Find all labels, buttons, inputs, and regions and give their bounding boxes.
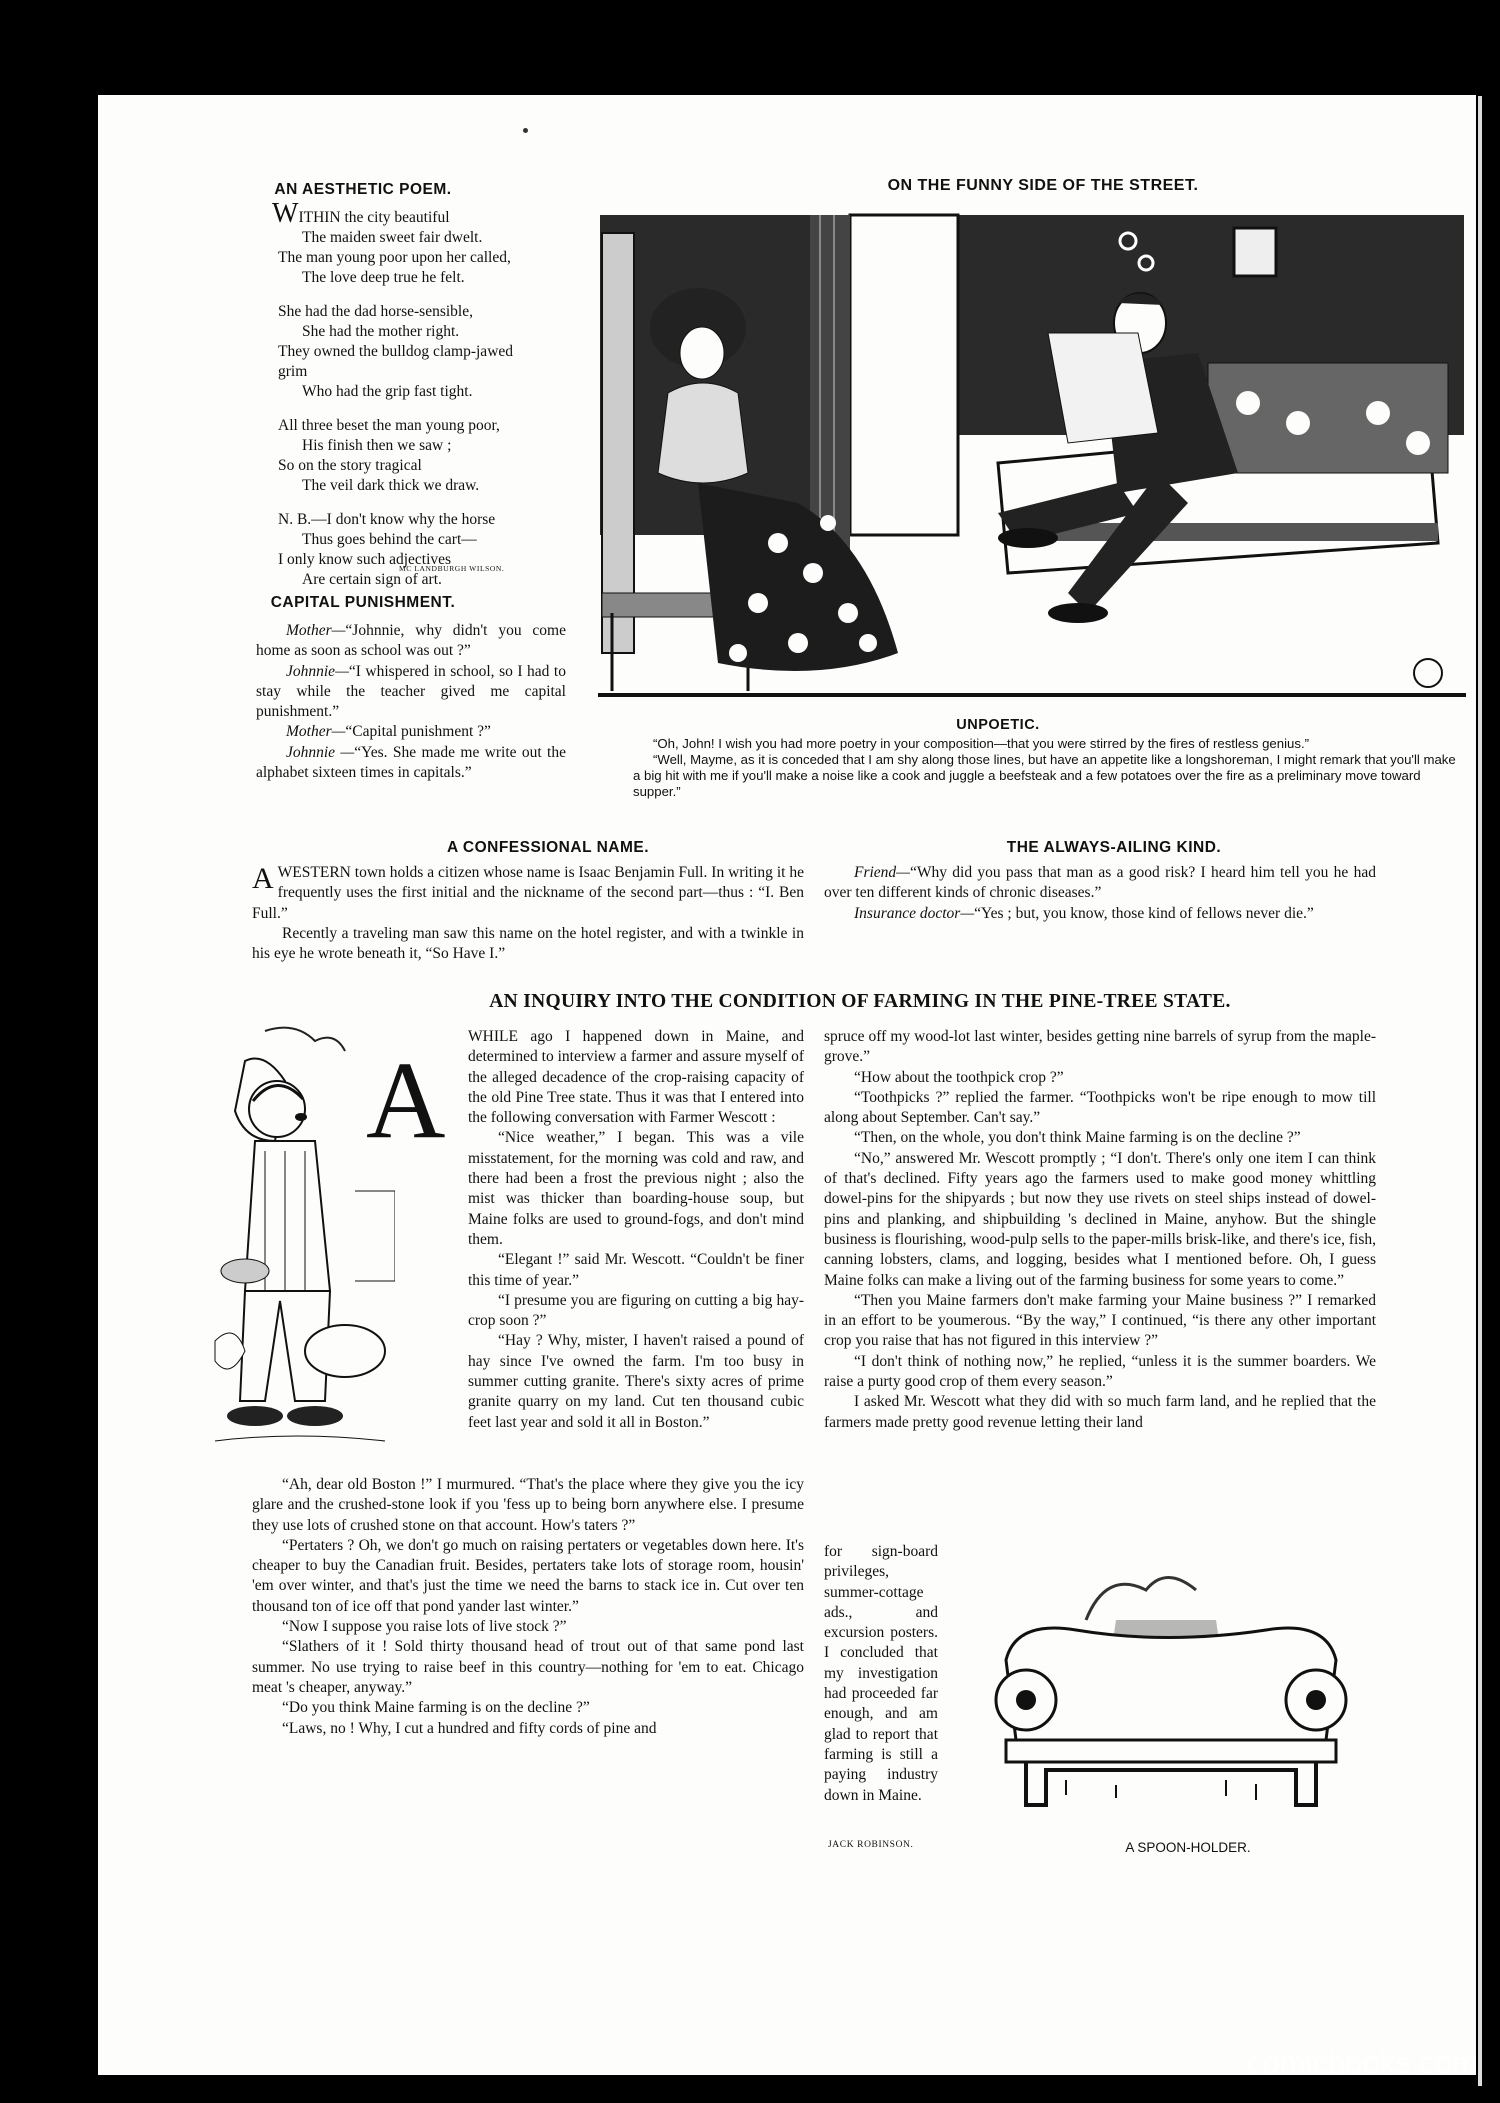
capital-paragraph: [256, 662, 566, 723]
poem-line: [278, 248, 538, 268]
watermark: comicbooks.com: [1247, 2045, 1478, 2080]
cartoon-caption: [633, 736, 1463, 800]
farming-paragraph: “Now I suppose you raise lots of live stock ?”: [282, 1618, 567, 1636]
poem-line: [278, 436, 538, 456]
aesthetic-poem: [272, 198, 538, 590]
confessional-dropcap: A: [252, 862, 274, 895]
speaker: Mother—: [286, 723, 346, 741]
speaker: Johnnie —: [286, 743, 355, 761]
speaker: Mother—: [286, 622, 346, 639]
poem-line-text: N. B.—I don't know why the horse: [278, 511, 496, 528]
farming-paragraph: spruce off my wood-lot last winter, besides getting nine barrels of syrup from the maple-grove.”: [824, 1028, 1376, 1066]
farming-paragraph: “Ah, dear old Boston !” I murmured. “That's the place where they give you the icy glare and the crushed-stone look if you 'fess up to being born anywhere else. I presume they use lots of crushed stone on that account. How's taters ?”: [252, 1476, 804, 1534]
farming-paragraph: I asked Mr. Wescott what they did with so much farm land, and he replied that the farmers made pretty good revenue letting their land: [824, 1393, 1376, 1431]
ailing-title: THE ALWAYS-AILING KIND.: [1006, 839, 1222, 856]
poem-line: [278, 228, 538, 248]
poem-line-text: The love deep true he felt.: [302, 269, 465, 286]
ailing-text: [824, 863, 1376, 924]
farming-paragraph: “Then you Maine farmers don't make farming your Maine business ?” I remarked in an effort to be youmerous. “By the way,” I continued, “is there any other important crop you raise that has not figured in this interview ?”: [824, 1291, 1376, 1350]
poem-line: [278, 510, 538, 530]
farming-col2: [824, 1027, 1376, 1433]
poem-line-text: The veil dark thick we draw.: [302, 477, 480, 494]
poem-dropcap: W: [272, 198, 299, 229]
farming-paragraph: “Elegant !” said Mr. Wescott. “Couldn't be finer this time of year.”: [468, 1251, 804, 1289]
poem-line-text: The maiden sweet fair dwelt.: [302, 229, 483, 246]
poem-line-text: His finish then we saw ;: [302, 437, 452, 454]
poem-line: [278, 476, 538, 496]
farming-paragraph: “Slathers of it ! Sold thirty thousand head of trout out of that same pond last summer. No use trying to raise beef in this country—nothing for 'em to eat. Chicago meat 's cheaper, anyway.”: [252, 1638, 804, 1696]
spoon-holder-illustration: [966, 1570, 1376, 1835]
poem-line-text: She had the mother right.: [302, 323, 460, 340]
confessional-para-1: WESTERN town holds a citizen whose name is Isaac Benjamin Full. In writing it he frequently uses the first initial and the nickname of the second part—thus : “I. Ben Full.”: [252, 864, 804, 922]
page-mark: [523, 128, 528, 133]
poem-line: [278, 342, 538, 382]
speaker: Johnnie—: [286, 662, 349, 680]
caption-line-2: “Well, Mayme, as it is conceded that I am shy along those lines, but have an appetite like a longshoreman, I might remark that you'll make a big hit with me if you'll make a noise like a cook and juggle a beefsteak and a few potatoes over the fire as a preliminary move toward supper.”: [633, 752, 1456, 799]
cartoon-header: ON THE FUNNY SIDE OF THE STREET.: [887, 177, 1199, 194]
poem-line-text: I only know such adjectives: [278, 551, 452, 568]
farming-col1-full: [252, 1475, 804, 1739]
farming-paragraph: “How about the toothpick crop ?”: [854, 1068, 1064, 1086]
poem-line: [278, 570, 538, 590]
farming-author: JACK ROBINSON.: [828, 1840, 914, 1850]
dialogue: “Capital punishment ?”: [345, 723, 491, 741]
poem-line: [278, 416, 538, 436]
poem-line-text: So on the story tragical: [278, 457, 422, 474]
poem-author: MC LANDBURGH WILSON.: [399, 564, 505, 573]
ailing-speaker-1: Friend—: [854, 864, 910, 881]
poem-line-text: ITHIN the city beautiful: [298, 209, 450, 226]
poem-line: [278, 382, 538, 402]
poem-line: [278, 268, 538, 288]
farming-title: AN INQUIRY INTO THE CONDITION OF FARMING IN THE PINE-TREE STATE.: [489, 991, 1231, 1012]
capital-punishment-text: [256, 621, 566, 783]
capital-paragraph: [256, 621, 566, 662]
unpoetic-cartoon-illustration: [598, 213, 1466, 699]
poem-line-text: Thus goes behind the cart—: [302, 531, 477, 548]
farming-paragraph: “Do you think Maine farming is on the decline ?”: [282, 1699, 590, 1717]
dialogue: “Johnnie, why didn't you come home as soon as school was out ?”: [256, 622, 566, 660]
confessional-para-2: Recently a traveling man saw this name on the hotel register, and with a twinkle in his eye he wrote beneath it, “So Have I.”: [252, 924, 804, 963]
farming-paragraph: “Nice weather,” I began. This was a vile misstatement, for the morning was cold and raw, and there had been a frost the previous night ; also the mist was thicker than boarding-house soup, but Maine folks are used to ground-fogs, and don't mind them.: [468, 1129, 804, 1248]
poem-line-text: All three beset the man young poor,: [278, 417, 500, 434]
confessional-text: [252, 863, 804, 964]
dialogue: “Yes. She made me write out the alphabet sixteen times in capitals.”: [256, 743, 566, 782]
ailing-para-2: “Yes ; but, you know, those kind of fellows never die.”: [974, 904, 1314, 922]
farming-paragraph: “Pertaters ? Oh, we don't go much on raising pertaters or vegetables down here. It's cheaper to buy the Canadian fruit. Besides, pertaters take lots of storage room, housin' 'em over winter, and that's just the time we need the barns to stack ice in. Cut over ten thousand ton of ice off that pond yander last winter.”: [252, 1536, 804, 1615]
caption-line-1: “Oh, John! I wish you had more poetry in your composition—that you were stirred by the fires of restless genius.”: [653, 736, 1310, 751]
poem-line-text: The man young poor upon her called,: [278, 249, 511, 266]
poem-line-text: She had the dad horse-sensible,: [278, 303, 473, 320]
poem-line-text: Are certain sign of art.: [302, 571, 442, 588]
farming-paragraph: “Hay ? Why, mister, I haven't raised a pound of hay since I've owned the farm. I'm too busy in summer cutting granite. There's sixty acres of prime granite quarry on my land. Cut ten thousand cubic feet last year and sold it all in Boston.”: [468, 1332, 804, 1431]
poem-line: [278, 322, 538, 342]
farming-closing-para: for sign-board privileges, summer-cottage ads., and excursion posters. I concluded that my investigation had proceeded far enough, and am glad to report that farming is still a paying industry down in Maine.: [824, 1543, 938, 1804]
farming-dropcap: A: [366, 1039, 446, 1161]
farming-paragraph: “Then, on the whole, you don't think Maine farming is on the decline ?”: [854, 1129, 1301, 1147]
spoon-holder-caption: A SPOON-HOLDER.: [1125, 1840, 1251, 1855]
farming-paragraph: “Toothpicks ?” replied the farmer. “Toothpicks won't be ripe enough to mow till along about September. Can't say.”: [824, 1088, 1376, 1127]
poem-line: [272, 198, 538, 229]
poem-line: [278, 530, 538, 550]
dialogue: “I whispered in school, so I had to stay while the teacher gived me capital punishment.”: [256, 662, 566, 721]
farming-col2-narrow: [824, 1542, 938, 1806]
farming-paragraph: “I don't think of nothing now,” he replied, “unless it is the summer boarders. We raise a purty good crop of them every season.”: [824, 1352, 1376, 1391]
farming-paragraph: “No,” answered Mr. Wescott promptly ; “I don't. There's only one item I can think of that's declined. Fifty years ago the farmers used to make good money whittling dowel-pins for the shipyards ; but now they use rivets on steel ships instead of dowel-pins and planking, and shipbuilding 's declined in Maine, anyhow. But the shingle business is flourishing, wood-pulp sells to the paper-mills brisk-like, and there's ice, fish, canning lobsters, clams, and logging, besides what I mentioned before. Oh, I guess Maine folks can make a living out of the farming business for some years to come.”: [824, 1149, 1376, 1289]
adjacent-page-edge: [1478, 96, 1482, 2086]
capital-punishment-title: CAPITAL PUNISHMENT.: [270, 594, 456, 611]
confessional-title: A CONFESSIONAL NAME.: [446, 839, 650, 856]
farming-paragraph: “I presume you are figuring on cutting a big hay-crop soon ?”: [468, 1291, 804, 1330]
cartoon-title: UNPOETIC.: [956, 717, 1040, 733]
ailing-speaker-2: Insurance doctor—: [854, 904, 975, 922]
farming-paragraph: “Laws, no ! Why, I cut a hundred and fifty cords of pine and: [282, 1719, 657, 1737]
ailing-para-1: “Why did you pass that man as a good risk? I heard him tell you he had over ten different kinds of chronic diseases.”: [824, 864, 1376, 902]
poem-line-text: They owned the bulldog clamp-jawed grim: [278, 343, 514, 380]
magazine-page: [98, 95, 1476, 2075]
farming-col1-wrapped: [468, 1027, 804, 1433]
poem-line: [278, 302, 538, 322]
capital-paragraph: [256, 743, 566, 784]
poem-line: [278, 456, 538, 476]
poem-line-text: Who had the grip fast tight.: [302, 383, 473, 400]
farming-paragraph: WHILE ago I happened down in Maine, and determined to interview a farmer and assure myself of the alleged decadence of the crop-raising capacity of the old Pine Tree state. Thus it was that I entered into the following conversation with Farmer Wescott :: [468, 1028, 804, 1127]
poem-title: AN AESTHETIC POEM.: [274, 181, 452, 198]
capital-paragraph: [256, 722, 566, 742]
